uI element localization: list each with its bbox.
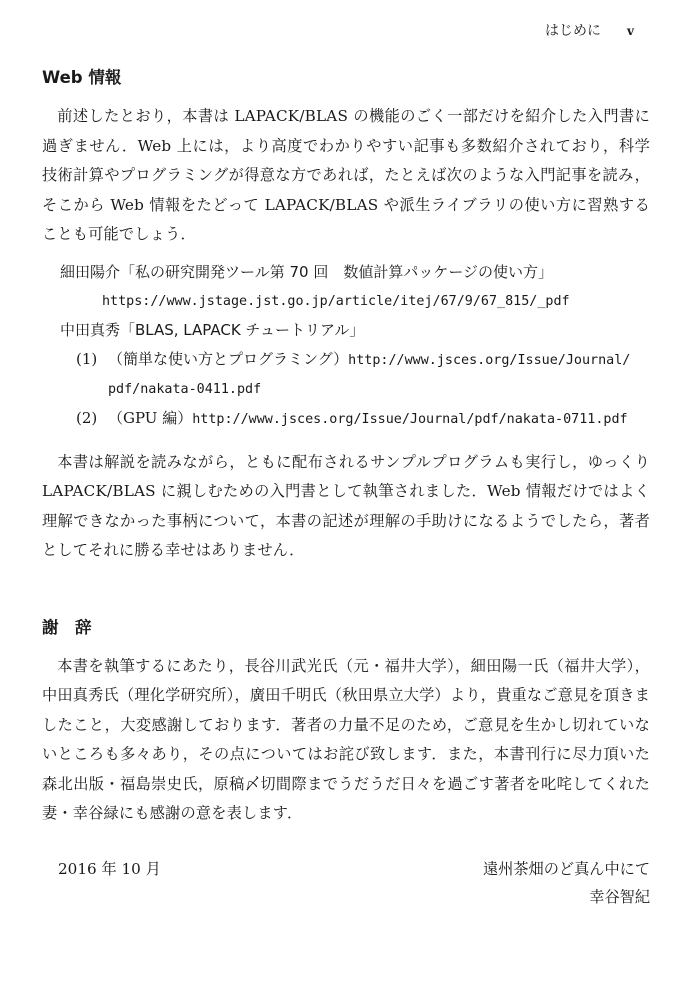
thanks-section-heading: 謝 辞 [42,617,92,637]
ref2-item-1-number: (1) [76,349,98,368]
place: 遠州茶畑のど真ん中にて [482,859,650,878]
page-content [42,66,650,911]
date: 2016 年 10 月 [58,859,161,878]
ref2-item-1-url-cont: pdf/nakata-0411.pdf [108,381,262,397]
ref2-item-1-url: http://www.jsces.org/Issue/Journal/ [348,352,631,368]
web-intro-paragraph: 前述したとおり，本書は LAPACK/BLAS の機能のごく一部だけを紹介した入門書に過ぎません．Web 上には，より高度でわかりやすい記事も多数紹介されており，科学技術計算やプログラミングが得意な方であれば，たとえば次のような入門記事を読み，そこから Web 情報をたどって LAPACK/BLAS や派生ライブラリの使い方に習熟することも可能でしょう． [42,107,650,243]
author: 幸谷智紀 [589,887,650,906]
ref2-item-2-url: http://www.jsces.org/Issue/Journal/pdf/nakata-0711.pdf [192,411,628,427]
ref2-item-2-number: (2) [76,408,98,427]
ref1-url: https://www.jstage.jst.go.jp/article/itej/67/9/67_815/_pdf [102,293,570,309]
web-closing-paragraph: 本書は解説を読みながら，ともに配布されるサンプルプログラムも実行し，ゆっくり LAPACK/BLAS に親しむための入門書として執筆されました．Web 情報だけではよく理解できなかった事柄について，本書の記述が理解の手助けになるようでしたら，著者としてそれに勝る幸せはありません． [42,452,650,559]
ref2-title: 中田真秀「BLAS, LAPACK チュートリアル」 [60,320,365,339]
reference-list [60,258,650,434]
signature [483,855,650,911]
ref2-item-2 [60,404,650,434]
thanks-paragraph: 本書を執筆するにあたり，長谷川武光氏（元・福井大学），細田陽一氏（福井大学），中田真秀氏（理化学研究所），廣田千明氏（秋田県立大学）より，貴重なご意見を頂きましたこと，大変感謝しております．著者の力量不足のため，ご意見を生かし切れていないところも多々あり，その点についてはお詫び致します．また，本書刊行に尽力頂いた森北出版・福島崇史氏，原稿〆切間際までうだうだ日々を過ごす著者を叱咤してくれた妻・幸谷緑にも感謝の意を表します． [42,656,650,822]
header-title: はじめに [545,23,602,39]
ref2-item-1 [60,345,650,375]
ref2-item-1-label: （簡単な使い方とプログラミング） [108,349,349,368]
ref2-item-2-label: （GPU 編） [108,408,193,427]
ref1-title: 細田陽介「私の研究開発ツール第 70 回 数値計算パッケージの使い方」 [60,262,554,281]
web-section-heading: Web 情報 [42,68,122,87]
page-number: v [627,24,634,38]
running-header [545,20,634,40]
signature-block [42,855,650,911]
